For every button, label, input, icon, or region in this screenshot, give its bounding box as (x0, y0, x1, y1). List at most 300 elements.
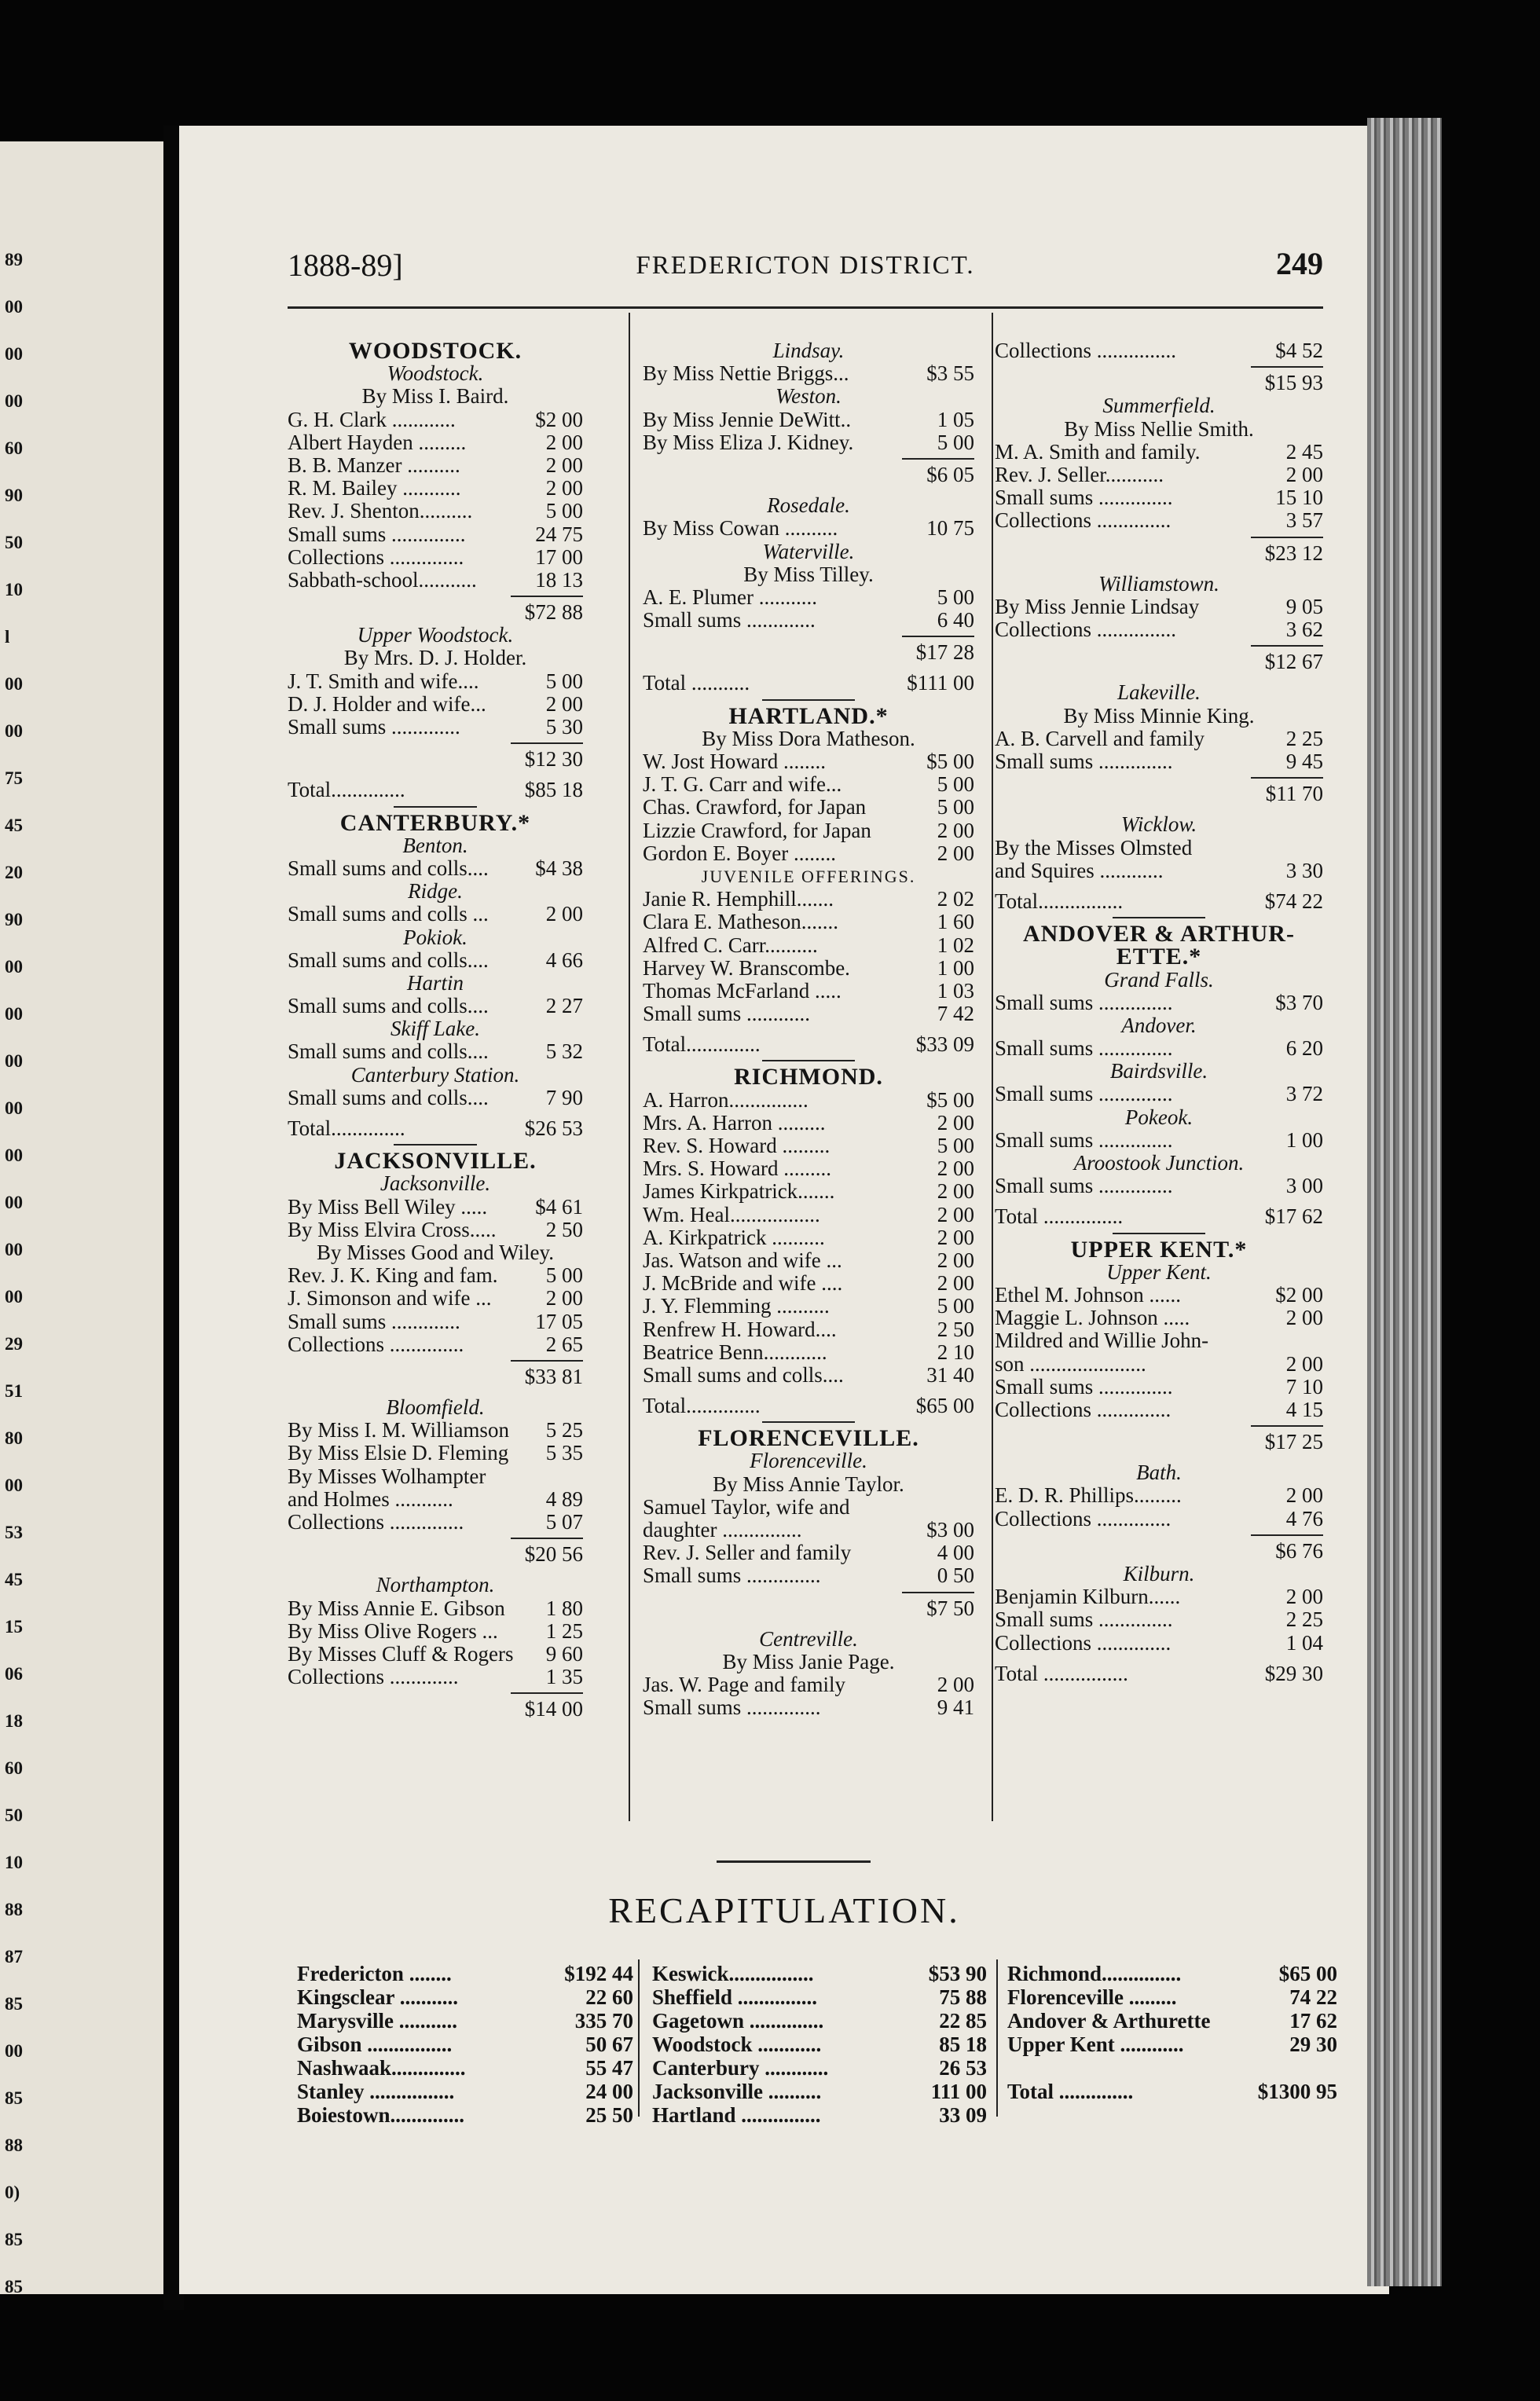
entry-name: E. D. R. Phillips......... (995, 1483, 1182, 1508)
entry-amount: 2 00 (545, 430, 583, 454)
place-name: Ridge. (408, 879, 463, 904)
recap-amount: 29 30 (1289, 2033, 1337, 2056)
section-heading: CANTERBURY.* (339, 809, 531, 836)
recap-name: Nashwaak.............. (297, 2056, 466, 2080)
entry-row (288, 569, 583, 592)
entry-name: J. T. Smith and wife.... (288, 669, 479, 693)
entry-amount: 24 75 (535, 522, 583, 546)
recap-name: Jacksonville .......... (652, 2080, 822, 2103)
entry-row (288, 670, 583, 693)
entry-name: By Miss Cowan .......... (643, 516, 838, 541)
margin-number: 00 (5, 1475, 23, 1495)
entry-amount: 2 00 (937, 1271, 974, 1296)
entry-row (643, 1249, 974, 1272)
entry-name: Small sums and colls.... (288, 856, 489, 880)
entry-name: and Holmes ........... (288, 1486, 453, 1511)
entry-name: By Miss I. M. Williamson (288, 1418, 509, 1442)
entry-row (643, 1597, 974, 1620)
entry-amount: 3 57 (1285, 508, 1323, 533)
entry-amount: 1 02 (937, 933, 974, 957)
entry-row (995, 1431, 1323, 1453)
entry-row (288, 1196, 583, 1219)
entry-amount: $12 67 (1264, 650, 1323, 674)
recap-amount: $192 44 (564, 1962, 633, 1985)
entry-row (288, 995, 583, 1017)
entry-amount: $29 30 (1264, 1661, 1323, 1685)
entry-name: Beatrice Benn............ (643, 1340, 827, 1364)
recap-amount: 22 85 (939, 2009, 987, 2033)
entry-amount: 2 00 (937, 1248, 974, 1272)
recap-name: Florenceville ......... (1007, 1985, 1177, 2009)
margin-number: 18 (5, 1711, 23, 1731)
section-heading: UPPER KENT.* (1070, 1236, 1248, 1263)
entry-name: Total.............. (643, 1394, 761, 1418)
entry-row (643, 1673, 974, 1696)
entry-name: By the Misses Olmsted (995, 835, 1193, 860)
entry-name: Collections .............. (995, 1506, 1172, 1530)
place-name: Williamstown. (1098, 571, 1219, 596)
entry-row (995, 992, 1323, 1014)
entry-row (643, 1541, 974, 1564)
entry-name: A. B. Carvell and family (995, 726, 1204, 750)
entry-amount: 0 50 (937, 1563, 974, 1588)
margin-number: 10 (5, 580, 23, 599)
entry-row (995, 890, 1323, 913)
section-heading: ETTE.* (1116, 944, 1202, 970)
place-name: Weston. (776, 384, 842, 409)
entry-row (995, 1662, 1323, 1685)
entry-name: Sabbath-school........... (288, 567, 477, 592)
entry-name: J. T. G. Carr and wife... (643, 772, 842, 797)
recap-divider (996, 1959, 998, 2117)
entry-row (995, 1037, 1323, 1060)
entry-amount: 2 00 (1285, 462, 1323, 486)
recap-row (652, 2009, 987, 2033)
entry-amount: $5 00 (926, 1087, 974, 1112)
collector-line: By Miss Nellie Smith. (1064, 416, 1254, 441)
entry-row (995, 1329, 1323, 1352)
margin-number: 50 (5, 533, 23, 552)
entry-name: Alfred C. Carr.......... (643, 933, 818, 957)
place-name: Bath. (1136, 1461, 1182, 1485)
recap-row (297, 2056, 633, 2080)
entry-amount: 3 62 (1285, 618, 1323, 642)
entry-amount: 1 25 (545, 1618, 583, 1643)
subheading: JUVENILE OFFERINGS. (701, 866, 916, 886)
entry-amount: 9 41 (937, 1695, 974, 1720)
margin-number: 50 (5, 1805, 23, 1825)
margin-number: 0) (5, 2183, 20, 2202)
margin-number: 85 (5, 2230, 23, 2249)
entry-amount: $17 25 (1264, 1430, 1323, 1454)
recap-name: Canterbury ............ (652, 2056, 829, 2080)
entry-amount: 2 00 (937, 1225, 974, 1249)
entry-name: Small sums and colls.... (643, 1362, 844, 1387)
entry-row (643, 1003, 974, 1025)
recap-amount: $65 00 (1278, 1962, 1337, 1985)
entry-row (643, 1519, 974, 1541)
margin-number: 51 (5, 1381, 23, 1401)
entry-row (643, 1033, 974, 1056)
entry-name: Total ................ (995, 1661, 1128, 1685)
entry-name: James Kirkpatrick....... (643, 1179, 835, 1204)
entry-row (995, 728, 1323, 750)
entry-row (288, 1465, 583, 1488)
entry-row (288, 693, 583, 716)
entry-name: By Miss Bell Wiley ..... (288, 1194, 488, 1219)
recap-row (1007, 2080, 1337, 2103)
entry-amount: 5 00 (545, 499, 583, 523)
entry-amount: 2 00 (937, 1202, 974, 1226)
entry-name: By Misses Cluff & Rogers (288, 1641, 514, 1666)
entry-name: Mrs. A. Harron ......... (643, 1110, 826, 1135)
entry-row (643, 819, 974, 842)
recap-name: Sheffield ............... (652, 1985, 818, 2009)
collector-line: By Miss Tilley. (743, 562, 874, 586)
entry-row (643, 980, 974, 1003)
place-name: Waterville. (762, 539, 855, 563)
entry-name: Small sums .............. (995, 486, 1173, 510)
entry-amount: 4 76 (1285, 1506, 1323, 1530)
entry-row (288, 1087, 583, 1109)
recap-name: Richmond............... (1007, 1962, 1182, 1985)
entry-amount: 2 00 (937, 1673, 974, 1697)
margin-number: 00 (5, 2041, 23, 2061)
entry-row (995, 486, 1323, 509)
entry-row (643, 1226, 974, 1249)
entry-amount: 5 00 (937, 795, 974, 819)
entry-row (288, 1543, 583, 1566)
entry-row (288, 1264, 583, 1287)
entry-amount: $15 93 (1264, 371, 1323, 395)
entry-row (643, 1112, 974, 1135)
recap-amount: 335 70 (574, 2009, 633, 2033)
entry-row (288, 454, 583, 477)
recap-name: Woodstock ............ (652, 2033, 822, 2056)
entry-row (288, 1442, 583, 1464)
recap-amount: 75 88 (939, 1985, 987, 2009)
page-number: 249 (1276, 246, 1323, 281)
margin-number: 00 (5, 1193, 23, 1212)
recap-amount: 22 60 (585, 1985, 633, 2009)
entry-name: Small sums .............. (995, 1036, 1173, 1061)
entry-row (288, 1287, 583, 1310)
recap-row (1007, 1985, 1337, 2009)
entry-amount: $65 00 (915, 1394, 974, 1418)
column-2 (643, 339, 974, 1720)
entry-row (643, 750, 974, 773)
entry-row (288, 1597, 583, 1620)
entry-row (288, 601, 583, 624)
entry-amount: $4 61 (535, 1194, 583, 1219)
entry-amount: $72 88 (524, 600, 583, 625)
entry-name: Chas. Crawford, for Japan (643, 795, 867, 819)
entry-amount: $3 55 (926, 361, 974, 386)
entry-amount: 17 00 (535, 544, 583, 569)
margin-number: l (5, 627, 10, 647)
entry-row (643, 1089, 974, 1112)
entry-amount: 5 30 (545, 715, 583, 739)
entry-row (288, 1310, 583, 1333)
recap-amount: 17 62 (1289, 2009, 1337, 2033)
entry-name: Small sums and colls ... (288, 902, 489, 926)
place-name: Aroostook Junction. (1073, 1151, 1245, 1175)
recap-row (652, 2103, 987, 2127)
entry-row (643, 796, 974, 819)
place-name: Canterbury Station. (350, 1062, 520, 1087)
entry-row (288, 1488, 583, 1511)
section-heading: FLORENCEVILLE. (698, 1425, 919, 1452)
margin-number: 87 (5, 1947, 23, 1967)
entry-row (288, 546, 583, 569)
recap-amount: 24 00 (585, 2080, 633, 2103)
margin-number: 00 (5, 721, 23, 741)
entry-name: B. B. Manzer .......... (288, 453, 460, 477)
entry-row (995, 860, 1323, 882)
entry-row (643, 1157, 974, 1180)
entry-row (288, 779, 583, 801)
entry-row (643, 773, 974, 796)
subtotal-rule (643, 1588, 974, 1597)
entry-row (643, 1564, 974, 1587)
entry-name: Collections .............. (995, 1630, 1172, 1655)
entry-name: J. Y. Flemming .......... (643, 1294, 830, 1318)
subtotal-rule (643, 454, 974, 464)
place-name: Pokeok. (1124, 1105, 1194, 1129)
recap-name: Kingsclear ........... (297, 1985, 458, 2009)
collector-line: By Miss Minnie King. (1063, 703, 1255, 728)
entry-amount: 5 00 (937, 585, 974, 609)
entry-row (643, 1696, 974, 1719)
entry-row (995, 1129, 1323, 1152)
margin-number: 89 (5, 250, 23, 269)
entry-amount: 5 00 (937, 772, 974, 797)
entry-row (643, 586, 974, 609)
margin-number: 00 (5, 297, 23, 317)
recap-name: Total .............. (1007, 2080, 1134, 2103)
margin-number: 00 (5, 1287, 23, 1307)
entry-name: Small sums .............. (995, 990, 1173, 1014)
recap-name: Keswick................ (652, 1962, 814, 1985)
entry-name: Harvey W. Branscombe. (643, 955, 850, 980)
place-name: Lakeville. (1117, 680, 1201, 705)
entry-row (288, 949, 583, 972)
entry-amount: 2 02 (937, 887, 974, 911)
entry-row (643, 609, 974, 632)
entry-name: J. McBride and wife .... (643, 1271, 843, 1296)
entry-amount: 17 05 (535, 1309, 583, 1333)
margin-number: 53 (5, 1523, 23, 1542)
place-name: Bairdsville. (1109, 1059, 1208, 1083)
place-name: Upper Kent. (1106, 1259, 1212, 1284)
entry-name: Collections .............. (288, 544, 464, 569)
entry-amount: 2 65 (545, 1332, 583, 1356)
entry-row (995, 596, 1323, 618)
entry-name: Janie R. Hemphill....... (643, 887, 834, 911)
place-name: Kilburn. (1123, 1562, 1195, 1585)
entry-amount: 7 10 (1285, 1374, 1323, 1398)
section-heading: JACKSONVILLE. (334, 1148, 537, 1175)
entry-row (643, 934, 974, 957)
entry-amount: $26 53 (524, 1116, 583, 1140)
entry-name: Total................ (995, 889, 1124, 913)
entry-amount: 5 00 (937, 430, 974, 454)
entry-amount: $111 00 (907, 671, 974, 695)
collector-line: By Miss Dora Matheson. (702, 726, 915, 750)
entry-amount: 9 05 (1285, 594, 1323, 618)
entry-amount: 2 50 (545, 1217, 583, 1241)
facing-page-edge (0, 141, 163, 2294)
entry-name: By Miss Jennie DeWitt.. (643, 407, 852, 431)
entry-name: Lizzie Crawford, for Japan (643, 818, 871, 842)
entry-name: Total.............. (643, 1032, 761, 1057)
entry-row (995, 542, 1323, 565)
margin-number: 85 (5, 2277, 23, 2297)
place-name: Upper Woodstock. (357, 623, 514, 647)
recap-name: Andover & Arthurette (1007, 2009, 1211, 2033)
entry-row (995, 651, 1323, 673)
entry-name: Rev. J. Shenton.......... (288, 499, 473, 523)
recap-column-1 (297, 1962, 633, 2127)
entry-name: Mrs. S. Howard ......... (643, 1157, 831, 1181)
entry-name: Collections .............. (288, 1510, 464, 1534)
margin-number: 06 (5, 1664, 23, 1684)
entry-row (995, 464, 1323, 486)
district-title: FREDERICTON DISTRICT. (636, 251, 975, 280)
place-name: Summerfield. (1102, 394, 1216, 418)
place-name: Lindsay. (772, 339, 845, 362)
recap-column-2 (652, 1962, 987, 2127)
entry-amount: 7 90 (545, 1085, 583, 1109)
section-heading: WOODSTOCK. (348, 338, 522, 364)
recap-row (652, 2033, 987, 2056)
place-name: Benton. (402, 833, 468, 857)
entry-name: Small sums .............. (643, 1695, 821, 1720)
entry-row (995, 1608, 1323, 1631)
recap-row (297, 2103, 633, 2127)
margin-number: 00 (5, 1240, 23, 1259)
margin-number: 00 (5, 1004, 23, 1024)
entry-amount: 2 00 (545, 453, 583, 477)
entry-name: By Miss Nettie Briggs... (643, 361, 849, 386)
entry-row (643, 1341, 974, 1364)
entry-amount: 1 60 (937, 910, 974, 934)
entry-name: Small sums .............. (995, 1374, 1173, 1398)
entry-row (995, 372, 1323, 394)
entry-name: son ...................... (995, 1351, 1146, 1376)
entry-name: Jas. Watson and wife ... (643, 1248, 842, 1272)
entry-name: Total ........... (643, 671, 750, 695)
entry-amount: 3 30 (1285, 858, 1323, 882)
margin-number: 00 (5, 674, 23, 694)
margin-number: 60 (5, 438, 23, 458)
entry-amount: $11 70 (1265, 782, 1323, 806)
entry-amount: 15 10 (1275, 486, 1323, 510)
entry-name: By Miss Jennie Lindsay (995, 594, 1200, 618)
entry-amount: 2 27 (545, 994, 583, 1018)
recap-row (297, 1962, 633, 1985)
recap-name: Gagetown .............. (652, 2009, 824, 2033)
entry-row (288, 409, 583, 431)
collector-line: By Miss Janie Page. (722, 1649, 895, 1673)
entry-name: W. Jost Howard ........ (643, 750, 826, 773)
entry-row (288, 1511, 583, 1534)
entry-amount: $85 18 (524, 778, 583, 802)
place-name: Andover. (1121, 1013, 1197, 1037)
entry-amount: 1 35 (545, 1665, 583, 1689)
recap-name: Gibson ................ (297, 2033, 453, 2056)
entry-name: Small sums .............. (995, 1607, 1173, 1632)
entry-name: Albert Hayden ......... (288, 430, 467, 454)
entry-row (995, 783, 1323, 805)
place-name: Bloomfield. (386, 1395, 485, 1420)
entry-amount: $7 50 (926, 1596, 974, 1620)
entry-name: A. Harron............... (643, 1087, 808, 1112)
recap-amount: 33 09 (939, 2103, 987, 2127)
entry-row (288, 1117, 583, 1140)
entry-amount: $14 00 (524, 1697, 583, 1721)
entry-name: Rev. J. K. King and fam. (288, 1263, 498, 1288)
margin-number: 29 (5, 1334, 23, 1354)
recap-name: Marysville ........... (297, 2009, 457, 2033)
entry-row (995, 509, 1323, 532)
entry-row (643, 911, 974, 933)
recap-row (1007, 2033, 1337, 2056)
margin-number: 60 (5, 1758, 23, 1778)
entry-row (995, 1284, 1323, 1307)
entry-amount: 1 00 (1285, 1127, 1323, 1152)
entry-name: G. H. Clark ............ (288, 407, 456, 431)
entry-name: By Miss Annie E. Gibson (288, 1596, 505, 1620)
entry-name: Benjamin Kilburn...... (995, 1585, 1181, 1609)
recap-row (297, 1985, 633, 2009)
entry-amount: 4 66 (545, 948, 583, 972)
recap-row (297, 2033, 633, 2056)
margin-number: 00 (5, 957, 23, 977)
collector-line: By Miss I. Baird. (361, 384, 509, 409)
entry-row (288, 431, 583, 454)
entry-amount: 2 25 (1285, 1607, 1323, 1632)
place-name: Skiff Lake. (390, 1017, 480, 1041)
entry-amount: 5 25 (545, 1418, 583, 1442)
place-name: Grand Falls. (1104, 967, 1214, 992)
entry-amount: 5 00 (545, 1263, 583, 1288)
entry-row (643, 1272, 974, 1295)
entry-name: D. J. Holder and wife... (288, 691, 486, 716)
entry-amount: 2 00 (545, 691, 583, 716)
recap-row (652, 1962, 987, 1985)
entry-name: Total.............. (288, 1116, 405, 1140)
entry-name: Collections ............... (995, 618, 1176, 642)
section-divider (717, 1860, 871, 1863)
recap-amount: 111 00 (930, 2080, 987, 2103)
entry-row (288, 1040, 583, 1063)
recap-row (297, 2080, 633, 2103)
entry-row (995, 1083, 1323, 1105)
entry-row (288, 1219, 583, 1241)
margin-number: 00 (5, 391, 23, 411)
recap-name: Boiestown.............. (297, 2103, 465, 2127)
entry-amount: $2 00 (535, 407, 583, 431)
entry-row (995, 1353, 1323, 1376)
entry-row (288, 1666, 583, 1688)
entry-name: Small sums .............. (995, 1082, 1173, 1106)
entry-amount: 1 03 (937, 978, 974, 1003)
recap-amount: $1300 95 (1257, 2080, 1337, 2103)
entry-name: Small sums .............. (995, 1174, 1173, 1198)
entry-amount: 6 40 (937, 608, 974, 632)
margin-number: 45 (5, 816, 23, 835)
